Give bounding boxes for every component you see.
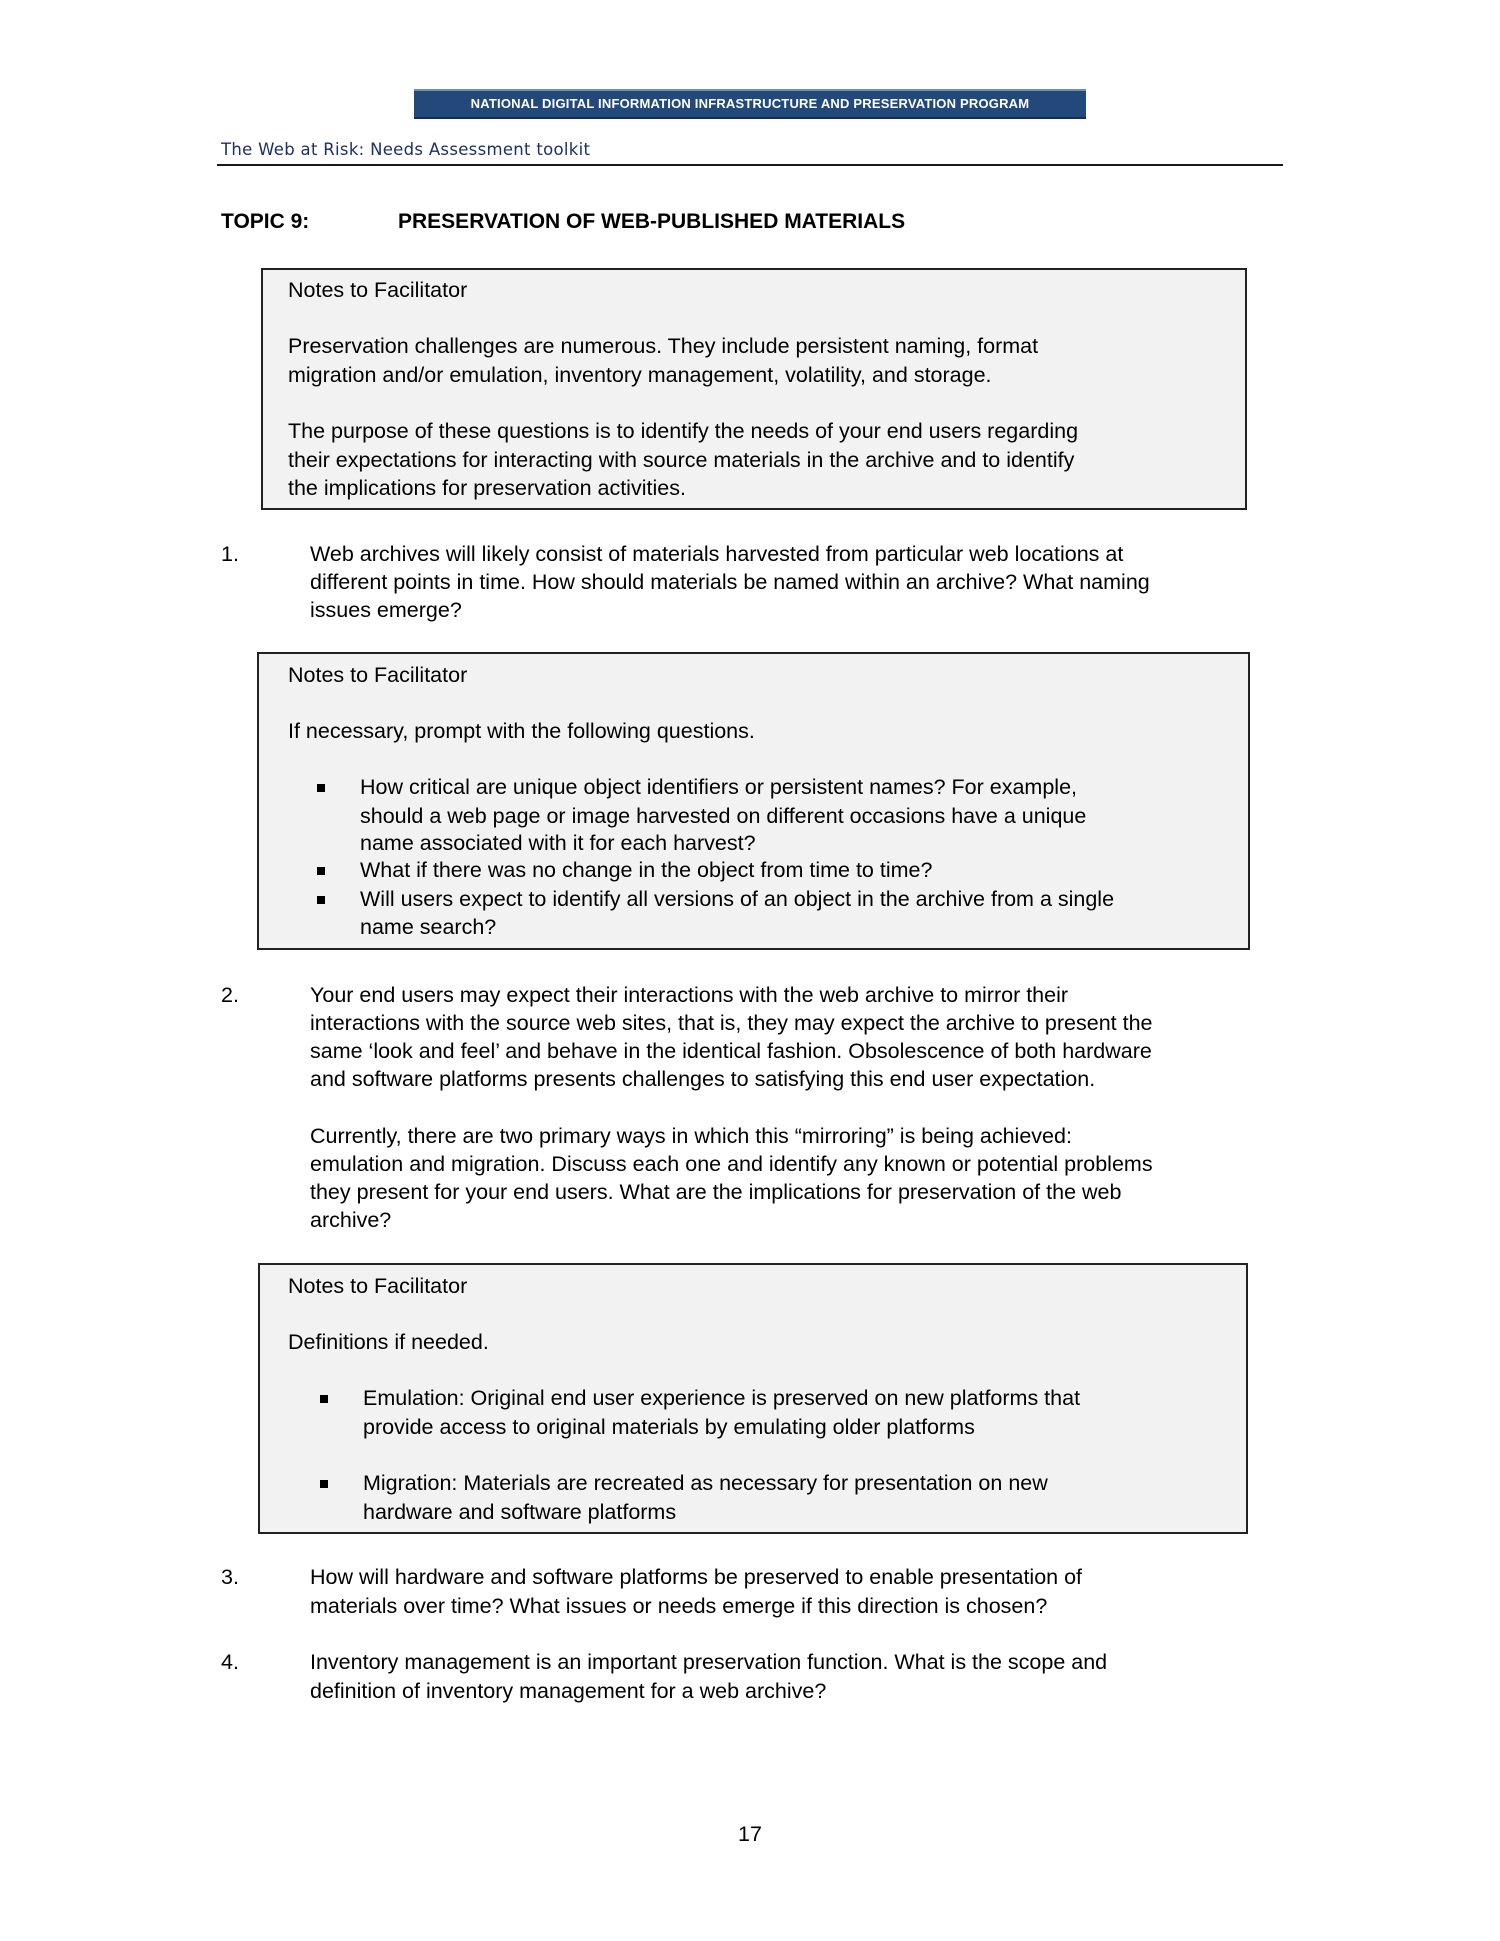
bullet-text-line: name associated with it for each harvest? bbox=[360, 831, 756, 855]
bullet-marker bbox=[320, 1395, 328, 1403]
notes-text-line: the implications for preservation activities. bbox=[288, 476, 686, 500]
question-text-line: Inventory management is an important preservation function. What is the scope and bbox=[310, 1650, 1108, 1674]
notes-heading: Notes to Facilitator bbox=[288, 1274, 468, 1298]
question-text-line: and software platforms presents challenges to satisfying this end user expectation. bbox=[310, 1067, 1096, 1091]
question-text-line: Web archives will likely consist of materials harvested from particular web locations at bbox=[310, 542, 1124, 566]
bullet-text-line: Emulation: Original end user experience is preserved on new platforms that bbox=[363, 1386, 1081, 1410]
question-text-line: different points in time. How should materials be named within an archive? What naming bbox=[310, 570, 1150, 594]
program-banner: NATIONAL DIGITAL INFORMATION INFRASTRUCTURE AND PRESERVATION PROGRAM bbox=[414, 89, 1086, 119]
question-number: 2. bbox=[221, 983, 239, 1007]
topic-title: PRESERVATION OF WEB-PUBLISHED MATERIALS bbox=[398, 210, 906, 233]
question-text-line: they present for your end users. What are the implications for preservation of the web bbox=[310, 1180, 1122, 1204]
bullet-text-line: How critical are unique object identifiers or persistent names? For example, bbox=[360, 775, 1077, 799]
bullet-text-line: What if there was no change in the object from time to time? bbox=[360, 858, 933, 882]
bullet-marker bbox=[317, 867, 325, 875]
bullet-marker bbox=[320, 1480, 328, 1488]
bullet-text-line: name search? bbox=[360, 915, 497, 939]
notes-heading: Notes to Facilitator bbox=[288, 278, 468, 302]
bullet-text-line: Will users expect to identify all versions of an object in the archive from a single bbox=[360, 887, 1115, 911]
question-text-line: issues emerge? bbox=[310, 598, 462, 622]
question-number: 3. bbox=[221, 1565, 239, 1589]
bullet-text-line: Migration: Materials are recreated as necessary for presentation on new bbox=[363, 1471, 1048, 1495]
notes-text-line: migration and/or emulation, inventory management, volatility, and storage. bbox=[288, 363, 992, 387]
notes-heading: Notes to Facilitator bbox=[288, 663, 468, 687]
question-text-line: interactions with the source web sites, that is, they may expect the archive to present the bbox=[310, 1011, 1153, 1035]
question-text-line: Currently, there are two primary ways in which this “mirroring” is being achieved: bbox=[310, 1124, 1072, 1148]
question-text-line: Your end users may expect their interactions with the web archive to mirror their bbox=[310, 983, 1069, 1007]
notes-text-line: Preservation challenges are numerous. They include persistent naming, format bbox=[288, 334, 1039, 358]
bullet-marker bbox=[317, 896, 325, 904]
bullet-text-line: provide access to original materials by emulating older platforms bbox=[363, 1415, 975, 1439]
notes-text-line: The purpose of these questions is to identify the needs of your end users regarding bbox=[288, 419, 1079, 443]
question-text-line: emulation and migration. Discuss each one and identify any known or potential problems bbox=[310, 1152, 1153, 1176]
question-number: 1. bbox=[221, 542, 239, 566]
page-number: 17 bbox=[738, 1822, 762, 1846]
notes-intro: If necessary, prompt with the following questions. bbox=[288, 719, 755, 743]
header-divider bbox=[217, 164, 1283, 166]
question-text-line: How will hardware and software platforms be preserved to enable presentation of bbox=[310, 1565, 1083, 1589]
question-text-line: archive? bbox=[310, 1208, 392, 1232]
question-text-line: same ‘look and feel’ and behave in the identical fashion. Obsolescence of both hardware bbox=[310, 1039, 1152, 1063]
notes-intro: Definitions if needed. bbox=[288, 1330, 489, 1354]
question-text-line: definition of inventory management for a web archive? bbox=[310, 1679, 827, 1703]
notes-text-line: their expectations for interacting with source materials in the archive and to identify bbox=[288, 448, 1075, 472]
document-title: The Web at Risk: Needs Assessment toolkit bbox=[221, 140, 591, 159]
bullet-marker bbox=[317, 784, 325, 792]
topic-number: TOPIC 9: bbox=[221, 210, 310, 233]
question-text-line: materials over time? What issues or needs emerge if this direction is chosen? bbox=[310, 1594, 1048, 1618]
bullet-text-line: hardware and software platforms bbox=[363, 1500, 677, 1524]
bullet-text-line: should a web page or image harvested on different occasions have a unique bbox=[360, 804, 1087, 828]
question-number: 4. bbox=[221, 1650, 239, 1674]
